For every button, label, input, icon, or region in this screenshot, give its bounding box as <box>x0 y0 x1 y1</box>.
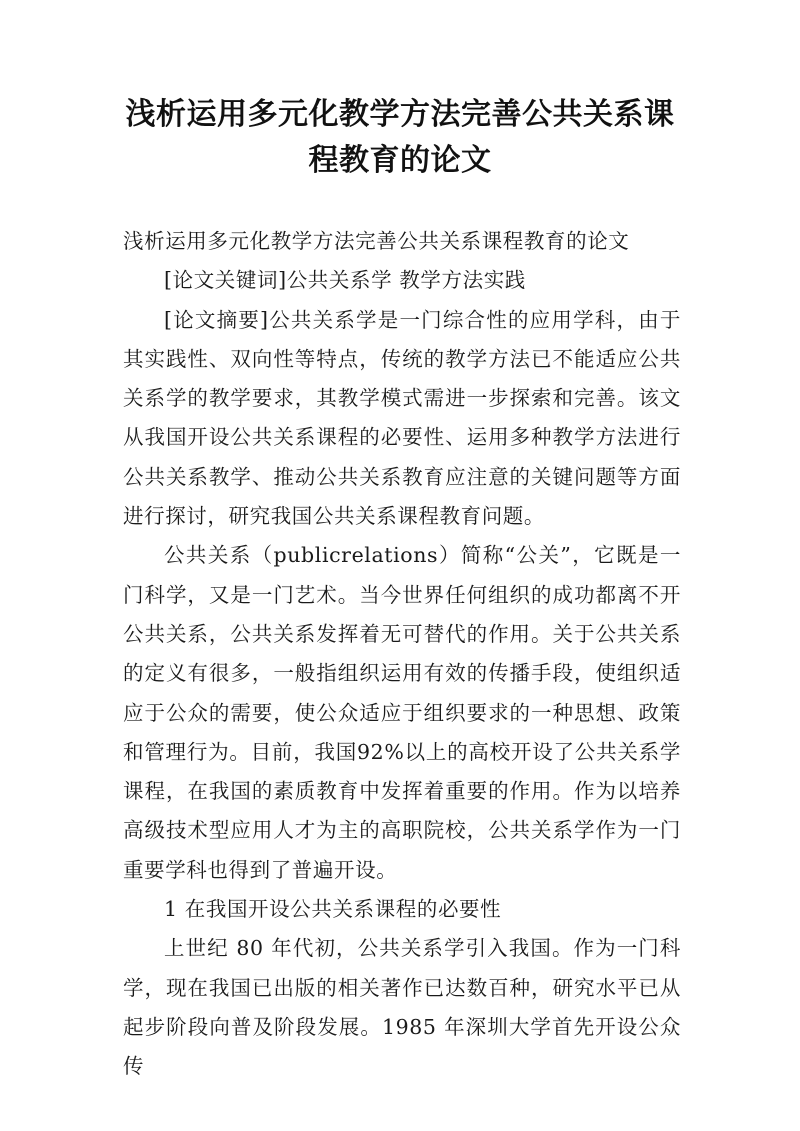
document-body <box>123 222 681 1087</box>
title-line-1: 浅析运用多元化教学方法完善公共关系课 <box>125 97 675 132</box>
section-heading-1: 1 在我国开设公共关系课程的必要性 <box>164 897 502 922</box>
paragraph-introduction: 公共关系（publicrelations）简称“公关”，它既是一门科学，又是一门艺术。当今世界任何组织的成功都离不开公共关系，公共关系发挥着无可替代的作用。关于公共关系的定义有很多，一般指组织运用有效的传播手段，使组织适应于公众的需要，使公众适应于组织要求的一种思想、政策和管理行为。目前，我国92%以上的高校开设了公共关系学课程，在我国的素质教育中发挥着重要的作用。作为以培养高级技术型应用人才为主的高职院校，公共关系学作为一门重要学科也得到了普遍开设。 <box>123 543 681 882</box>
title-line-2: 程教育的论文 <box>308 143 492 178</box>
paragraph-keywords: [论文关键词]公共关系学 教学方法实践 <box>164 268 526 293</box>
paragraph-abstract: [论文摘要]公共关系学是一门综合性的应用学科，由于其实践性、双向性等特点，传统的教学方法已不能适应公共关系学的教学要求，其教学模式需进一步探索和完善。该文从我国开设公共关系课程的必要性、运用多种教学方法进行公共关系教学、推动公共关系教育应注意的关键问题等方面进行探讨，研究我国公共关系课程教育问题。 <box>123 307 681 529</box>
paragraph-section-1: 上世纪 80 年代初，公共关系学引入我国。作为一门科学，现在我国已出版的相关著作已达数百种，研究水平已从起步阶段向普及阶段发展。1985 年深圳大学首先开设公众传 <box>123 936 681 1079</box>
paragraph-repeated-title: 浅析运用多元化教学方法完善公共关系课程教育的论文 <box>123 229 630 253</box>
document-title <box>110 92 690 184</box>
